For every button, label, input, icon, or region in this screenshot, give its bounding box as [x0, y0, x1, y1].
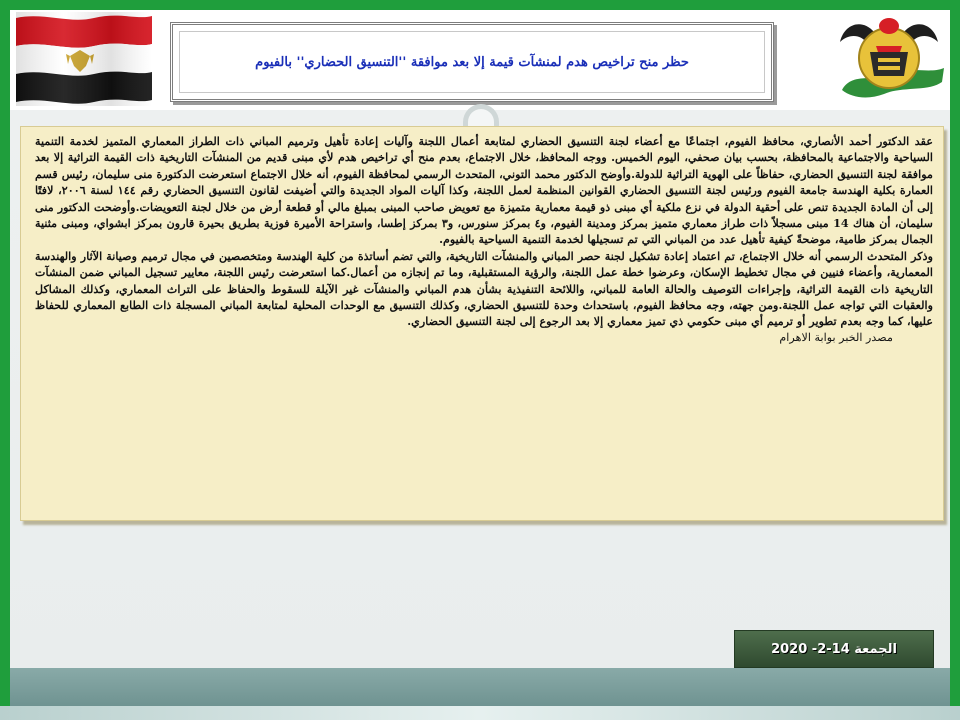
egypt-flag-icon [14, 10, 154, 106]
article-paragraph: عقد الدكتور أحمد الأنصاري، محافظ الفيوم، اجتماعًا مع أعضاء لجنة التنسيق الحضاري لمتابعة أعمال اللجنة وآليات إعادة تأهيل وترميم المباني ذات الطراز المعماري المتميز لخدمة التنمية السياحية والاجتماعية بالمحافظة، بحسب بيان صحفي، اليوم الخميس. ووجه المحافظ، خلال الاجتماع، بعدم منح أي تراخيص هدم لأي مبنى قديم من المنشآت التاريخية ذات القيمة التراثية إلا بعد موافقة لجنة التنسيق الحضاري، حفاظاً على الهوية التراثية للدولة.وأوضح الدكتور محمد التوني، المتحدث الرسمي لمحافظة الفيوم، أنه خلال الاجتماع استعرضت الدكتورة منى سليمان، رئيس قسم العمارة بكلية الهندسة جامعة الفيوم ورئيس لجنة التنسيق الحضاري القوانين المنظمة لعمل اللجنة، وكذا آليات المواد الجديدة والتي أضيفت لقانون التنسيق الحضاري رقم ١٤٤ لسنة ٢٠٠٦، لافتًا إلى أن المادة الجديدة تنص على أحقية الدولة في نزع ملكية أي مبنى ذو قيمة معمارية متميزة مع تعويض صاحب المبنى بمبلغ مالي أو قطعة أرض من خلال لجنة التعويضات.وأوضحت الدكتور منى سليمان، أن هناك 14 مبنى مسجلاً ذات طراز معماري متميز بمركز ومدينة الفيوم، و٤ بمركز سنورس، و٣ بمركز إطسا، واستراحة الأميرة فوزية بطريق بحيرة قارون بمركز ابشواي، ومبنى مثنية الجمال بمركز طامية، موضحةً كيفية تأهيل عدد من المباني التي تم تسجيلها لخدمة التنمية السياحية بالفيوم. [35, 134, 933, 247]
article-source: مصدر الخبر بوابة الاهرام [779, 330, 893, 344]
fayoum-governorate-logo-icon [832, 12, 950, 104]
date-text: الجمعة 14-2- 2020 [771, 641, 897, 657]
page-title: حظر منح تراخيص هدم لمنشآت قيمة إلا بعد موافقة ''التنسيق الحضاري'' بالفيوم [255, 54, 689, 70]
article-body [35, 133, 933, 346]
bottom-strip [0, 706, 960, 720]
date-badge [734, 630, 934, 668]
title-box [170, 22, 774, 102]
article-box [20, 126, 944, 521]
bottom-band [10, 668, 950, 706]
article-paragraph: وذكر المتحدث الرسمي أنه خلال الاجتماع، تم اعتماد إعادة تشكيل لجنة حصر المباني والمنشآت التاريخية، والتي تضم أساتذة من كلية الهندسة ومتخصصين في مجال ترميم وصيانة الآثار والهندسة المعمارية، وأعضاء فنيين في مجال تخطيط الإسكان، وعرضوا خطة عمل اللجنة، والرؤية المستقبلية، وما تم إنجازه من أعمال.كما استعرضت رئيس اللجنة، معايير تسجيل المباني ضمن المنشآت التاريخية ذات القيمة التراثية، وإجراءات التوصيف والحالة العامة للمباني، واللائحة التنفيذية بشأن هدم المباني والمنشآت غير الآيلة للسقوط والحفاظ على التراث المعماري، وكذلك المشاكل والعقبات التي تواجه عمل اللجنة.ومن جهته، وجه محافظ الفيوم، باستحداث وحدة للتنسيق الحضاري، وكذلك التنسيق مع الوحدات المحلية لمتابعة المباني المسجلة ذات الطابع المعماري للحفاظ عليها، كما وجه بعدم تطوير أو ترميم أي مبنى حكومي ذي تميز معماري إلا بعد الرجوع إلى لجنة التنسيق الحضاري. [35, 248, 933, 329]
